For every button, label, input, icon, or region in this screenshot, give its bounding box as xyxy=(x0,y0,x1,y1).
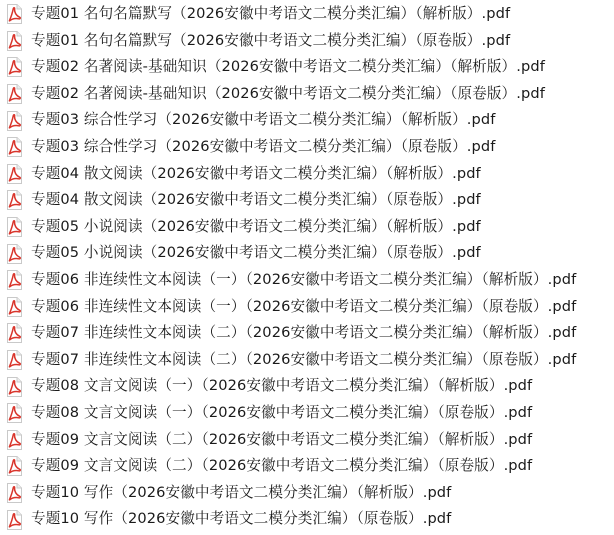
file-row[interactable] xyxy=(0,161,614,188)
file-name: 专题01 名句名篇默写（2026安徽中考语文二模分类汇编）（解析版）.pdf xyxy=(31,5,511,22)
pdf-file-icon xyxy=(6,111,23,131)
file-name: 专题03 综合性学习（2026安徽中考语文二模分类汇编）（原卷版）.pdf xyxy=(31,137,496,155)
pdf-file-icon xyxy=(6,31,23,51)
file-row[interactable] xyxy=(0,506,614,533)
pdf-file-icon xyxy=(6,217,23,237)
pdf-file-icon xyxy=(6,164,23,184)
file-row[interactable] xyxy=(0,320,614,347)
file-row[interactable] xyxy=(0,400,614,427)
pdf-file-icon xyxy=(6,57,23,77)
file-name: 专题08 文言文阅读（一）（2026安徽中考语文二模分类汇编）（原卷版）.pdf xyxy=(31,403,533,421)
file-row[interactable] xyxy=(0,267,614,294)
file-name: 专题02 名著阅读-基础知识（2026安徽中考语文二模分类汇编）（原卷版）.pdf xyxy=(31,84,545,102)
file-name: 专题06 非连续性文本阅读（一）（2026安徽中考语文二模分类汇编）（原卷版）.pdf xyxy=(31,297,577,315)
pdf-file-icon xyxy=(6,456,23,476)
pdf-file-icon xyxy=(6,323,23,343)
file-name: 专题04 散文阅读（2026安徽中考语文二模分类汇编）（原卷版）.pdf xyxy=(31,191,481,209)
file-row[interactable] xyxy=(0,480,614,507)
pdf-file-icon xyxy=(6,483,23,503)
file-row[interactable] xyxy=(0,347,614,374)
pdf-file-icon xyxy=(6,137,23,157)
file-row[interactable] xyxy=(0,134,614,161)
pdf-file-icon xyxy=(6,350,23,370)
file-name: 专题02 名著阅读-基础知识（2026安徽中考语文二模分类汇编）（解析版）.pdf xyxy=(31,58,545,76)
file-row[interactable] xyxy=(0,28,614,55)
file-name: 专题08 文言文阅读（一）（2026安徽中考语文二模分类汇编）（解析版）.pdf xyxy=(31,377,533,395)
file-row[interactable] xyxy=(0,187,614,214)
pdf-file-icon xyxy=(6,297,23,317)
file-name: 专题03 综合性学习（2026安徽中考语文二模分类汇编）（解析版）.pdf xyxy=(31,111,496,129)
pdf-file-icon xyxy=(6,377,23,397)
file-name: 专题09 文言文阅读（二）（2026安徽中考语文二模分类汇编）（解析版）.pdf xyxy=(31,430,533,448)
file-name: 专题05 小说阅读（2026安徽中考语文二模分类汇编）（解析版）.pdf xyxy=(31,217,481,235)
pdf-file-icon xyxy=(6,244,23,264)
file-row[interactable] xyxy=(0,427,614,454)
file-row[interactable] xyxy=(0,373,614,400)
file-row[interactable] xyxy=(0,107,614,134)
file-name: 专题07 非连续性文本阅读（二）（2026安徽中考语文二模分类汇编）（解析版）.pdf xyxy=(31,324,577,342)
pdf-file-icon xyxy=(6,84,23,104)
file-row[interactable] xyxy=(0,1,614,28)
file-row[interactable] xyxy=(0,240,614,267)
file-name: 专题06 非连续性文本阅读（一）（2026安徽中考语文二模分类汇编）（解析版）.pdf xyxy=(31,270,577,288)
file-row[interactable] xyxy=(0,81,614,108)
pdf-file-icon xyxy=(6,270,23,290)
file-name: 专题10 写作（2026安徽中考语文二模分类汇编）（解析版）.pdf xyxy=(31,483,452,501)
file-name: 专题09 文言文阅读（二）（2026安徽中考语文二模分类汇编）（原卷版）.pdf xyxy=(31,457,533,475)
pdf-file-icon xyxy=(6,4,23,24)
file-row[interactable] xyxy=(0,214,614,241)
pdf-file-icon xyxy=(6,430,23,450)
pdf-file-icon xyxy=(6,510,23,530)
file-row[interactable] xyxy=(0,54,614,81)
file-row[interactable] xyxy=(0,453,614,480)
file-name: 专题05 小说阅读（2026安徽中考语文二模分类汇编）（原卷版）.pdf xyxy=(31,244,481,262)
pdf-file-icon xyxy=(6,190,23,210)
file-name: 专题07 非连续性文本阅读（二）（2026安徽中考语文二模分类汇编）（原卷版）.pdf xyxy=(31,350,577,368)
file-name: 专题10 写作（2026安徽中考语文二模分类汇编）（原卷版）.pdf xyxy=(31,510,452,528)
pdf-file-icon xyxy=(6,403,23,423)
file-name: 专题04 散文阅读（2026安徽中考语文二模分类汇编）（解析版）.pdf xyxy=(31,164,481,182)
file-name: 专题01 名句名篇默写（2026安徽中考语文二模分类汇编）（原卷版）.pdf xyxy=(31,31,511,49)
file-row[interactable] xyxy=(0,294,614,321)
